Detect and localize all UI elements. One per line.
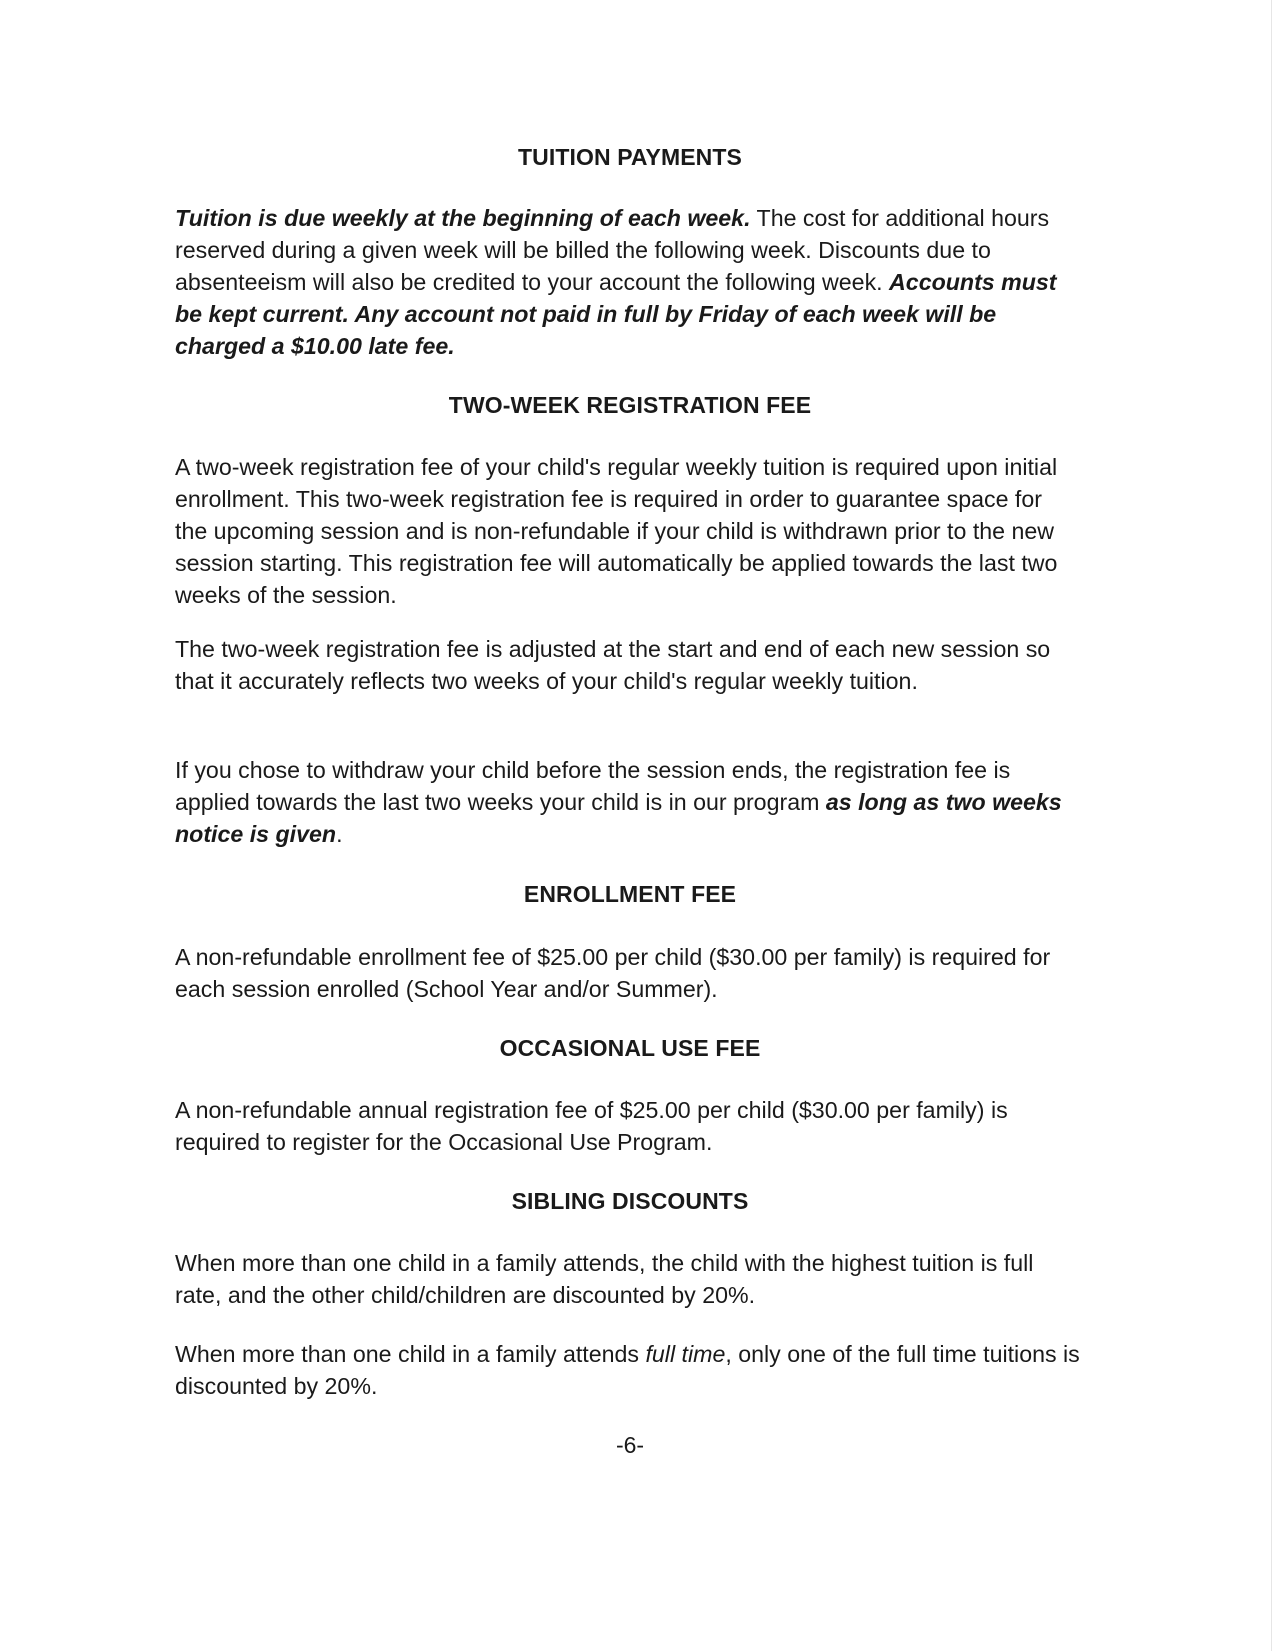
paragraph-registration-3	[175, 754, 1080, 850]
scan-edge-line	[1271, 0, 1272, 1651]
late-fee-emphasis: Accounts must be kept current. Any account not paid in full by Friday of each week will be charged a $10.00 late fee.	[175, 269, 1057, 359]
heading-tuition-payments: TUITION PAYMENTS	[518, 144, 742, 170]
paragraph-registration-1: A two-week registration fee of your child's regular weekly tuition is required upon initial enrollment. This two-week registration fee is required in order to guarantee space for the upcoming session and is non-refundable if your child is withdrawn prior to the new session starting. This registration fee will automatically be applied towards the last two weeks of the session.	[175, 454, 1058, 608]
paragraph-enrollment: A non-refundable enrollment fee of $25.00 per child ($30.00 per family) is required for each session enrolled (School Year and/or Summer).	[175, 944, 1051, 1002]
heading-occasional-use-fee: OCCASIONAL USE FEE	[499, 1035, 761, 1061]
notice-emphasis: as long as two weeks notice is given	[175, 789, 1062, 847]
tuition-due-emphasis: Tuition is due weekly at the beginning of each week.	[175, 205, 751, 231]
sibling-text-a: When more than one child in a family attends	[175, 1341, 646, 1367]
tuition-body-text: The cost for additional hours reserved during a given week will be billed the following week. Discounts due to absenteeism will also be credited to your account the following week.	[175, 205, 1050, 295]
paragraph-registration-2: The two-week registration fee is adjusted at the start and end of each new session so that it accurately reflects two weeks of your child's regular weekly tuition.	[175, 636, 1051, 694]
paragraph-sibling-2	[175, 1338, 1080, 1402]
paragraph-sibling-1: When more than one child in a family attends, the child with the highest tuition is full rate, and the other child/children are discounted by 20%.	[175, 1250, 1034, 1308]
paragraph-occasional-use: A non-refundable annual registration fee of $25.00 per child ($30.00 per family) is required to register for the Occasional Use Program.	[175, 1097, 1008, 1155]
page-number: -6-	[615, 1432, 645, 1458]
withdraw-text: If you chose to withdraw your child before the session ends, the registration fee is applied towards the last two weeks your child is in our program	[175, 757, 1011, 815]
sibling-text-b: , only one of the full time tuitions is discounted by 20%.	[175, 1341, 1080, 1399]
heading-two-week-registration-fee: TWO-WEEK REGISTRATION FEE	[448, 392, 812, 418]
full-time-emphasis: full time	[645, 1341, 726, 1367]
heading-enrollment-fee: ENROLLMENT FEE	[523, 881, 737, 907]
heading-sibling-discounts: SIBLING DISCOUNTS	[511, 1188, 749, 1214]
withdraw-end: .	[336, 821, 343, 847]
paragraph-tuition	[175, 202, 1080, 362]
